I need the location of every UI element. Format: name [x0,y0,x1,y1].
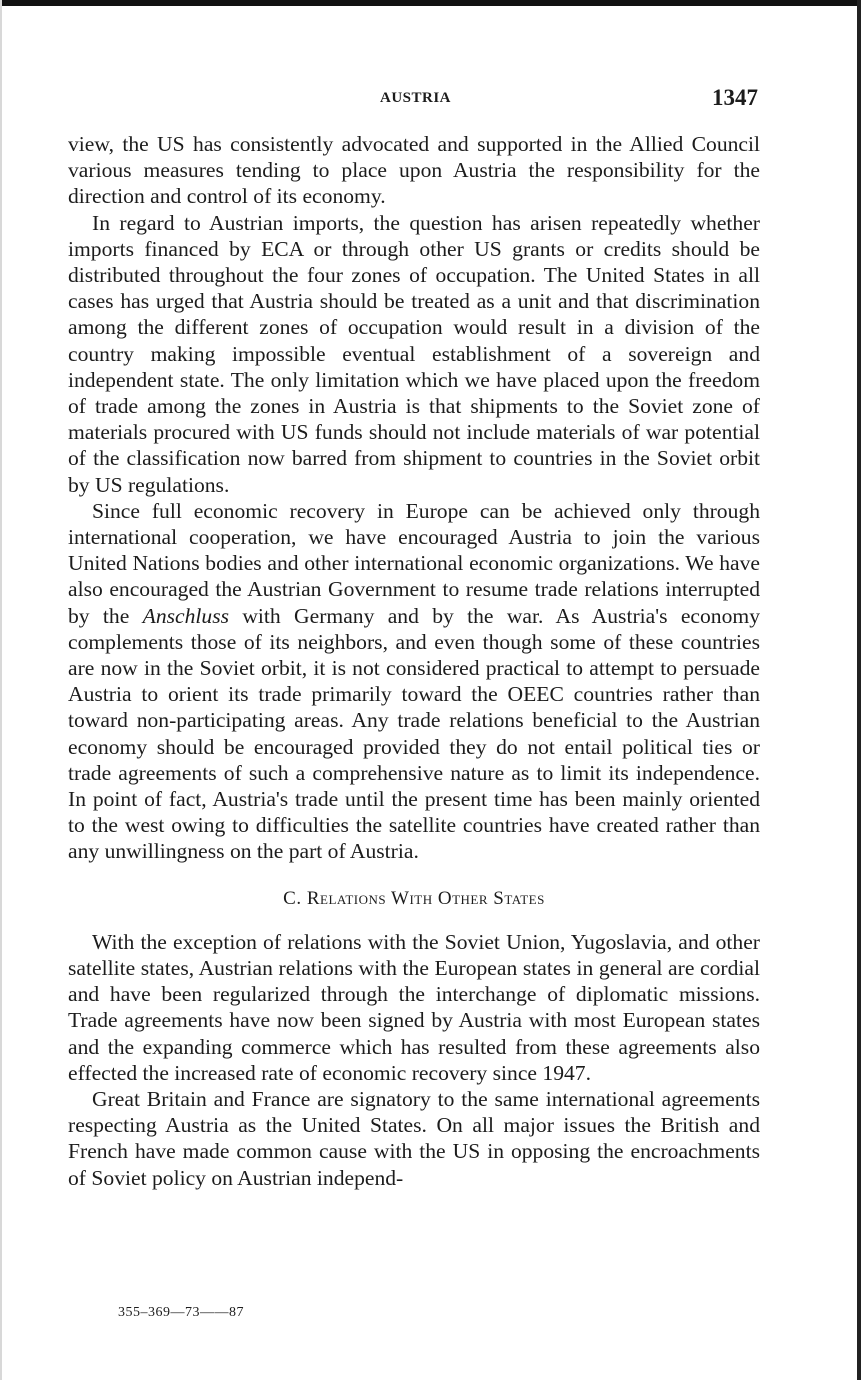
print-code: 355–369—73——87 [118,1305,244,1320]
running-head: AUSTRIA [380,90,452,106]
paragraph-relations: With the exception of relations with the Soviet Union, Yugoslavia, and other satellite states, Austrian relations with the European states in general are cordial and have been regularized through the interchange of diplomatic missions. Trade agreements have now been signed by Austria with most European states and the expanding commerce which has resulted from these agreements also effected the increased rate of economic recovery since 1947. [68,929,760,1085]
section-heading: C. Relations With Other States [283,887,545,909]
paragraph-britain-france: Great Britain and France are signatory to the same international agreements respecting Austria as the United States. On all major issues the British and French have made common cause with the US in opposing the encroachments of Soviet policy on Austrian independ- [68,1086,760,1190]
paragraph-imports: In regard to Austrian imports, the question has arisen repeatedly whether imports financed by ECA or through other US grants or credits should be distributed throughout the four zones of occupation. The United States in all cases has urged that Austria should be treated as a unit and that discrimination among the different zones of occupation would result in a division of the country making impossible eventual establishment of a sovereign and independent state. The only limitation which we have placed upon the freedom of trade among the zones in Austria is that shipments to the Soviet zone of materials procured with US funds should not include materials of war potential of the classification now barred from shipment to countries in the Soviet orbit by US regulations. [68,210,760,497]
page-number: 1347 [712,85,758,110]
paragraph-international-cooperation [68,498,760,865]
paragraph-continued: view, the US has consistently advocated and supported in the Allied Council various measures tending to place upon Austria the responsibility for the direction and control of its economy. [68,132,760,209]
paragraph-text-b: with Germany and by the war. As Austria's economy complements those of its neighbors, and even though some of these countries are now in the Soviet orbit, it is not considered practical to attempt to persuade Austria to orient its trade primarily toward the OEEC countries rather than toward non-participating areas. Any trade relations beneficial to the Austrian economy should be encouraged provided they do not entail political ties or trade agreements of such a comprehensive nature as to limit its independence. In point of fact, Austria's trade until the present time has been mainly oriented to the west owing to difficulties the satellite countries have created rather than any unwillingness on the part of Austria. [68,603,760,864]
scan-right-edge [857,0,861,1380]
scan-left-edge [0,0,2,1380]
italic-term: Anschluss [142,603,229,628]
page-body [68,131,760,1191]
paragraph-text-a: Since full economic recovery in Europe can be achieved only through international cooperation, we have encouraged Austria to join the various United Nations bodies and other international economic organizations. We have also encouraged the Austrian Government to resume trade relations interrupted by the [68,498,760,628]
scan-top-edge [0,0,861,6]
